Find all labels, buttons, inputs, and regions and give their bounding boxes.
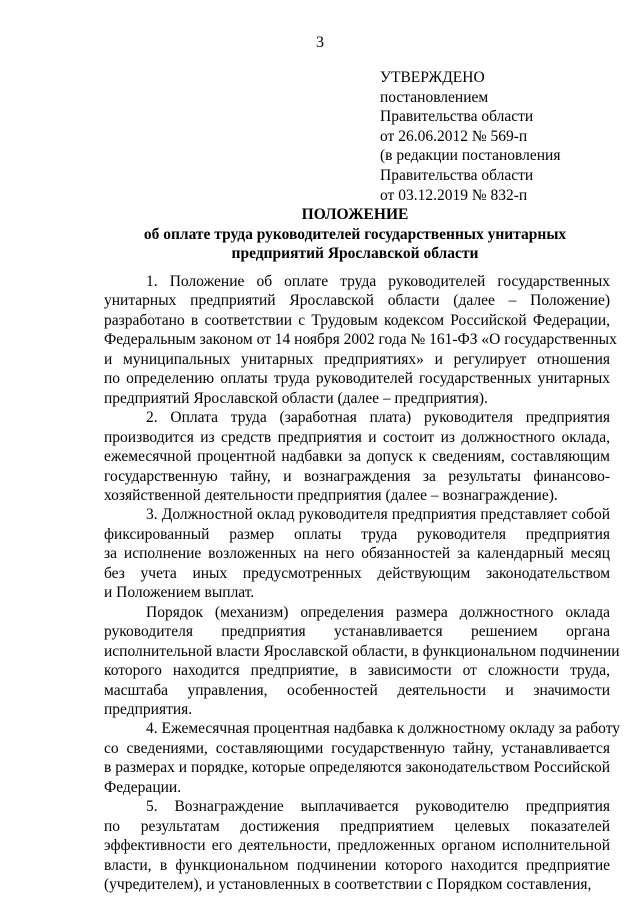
paragraph-line: хозяйственной деятельности предприятия (далее – вознаграждение).	[104, 486, 558, 504]
paragraph-line: (учредителем), и установленных в соответствии с Порядком составления,	[104, 876, 592, 894]
approval-line: Правительства области	[380, 166, 534, 184]
paragraph-line: Федеральным законом от 14 ноября 2002 года № 161-ФЗ «О государственных	[104, 331, 617, 349]
paragraph-line: руководителя предприятия устанавливается решением органа	[104, 623, 610, 641]
paragraph-line: по результатам достижения предприятием целевых показателей	[104, 817, 610, 835]
paragraph-line: предприятий Ярославской области (далее – предприятия).	[104, 389, 488, 407]
paragraph-line: 4. Ежемесячная процентная надбавка к должностному окладу за работу	[146, 720, 621, 738]
paragraph-line: и Положением выплат.	[104, 584, 255, 602]
paragraph-line: 3. Должностной оклад руководителя предприятия представляет собой	[146, 506, 610, 524]
paragraph-line: со сведениями, составляющими государственную тайну, устанавливается	[104, 739, 610, 757]
paragraph	[104, 272, 617, 408]
approval-line: от 26.06.2012 № 569-п	[380, 127, 528, 145]
paragraph	[104, 603, 620, 720]
paragraph-line: Порядок (механизм) определения размера должностного оклада	[146, 603, 610, 621]
paragraph-line: исполнительной власти Ярославской области, в функциональном подчинении	[104, 642, 620, 660]
paragraph-line: масштаба управления, особенностей деятельности и значимости	[104, 681, 610, 699]
paragraph-line: унитарных предприятий Ярославской области (далее – Положение)	[104, 292, 610, 310]
approval-line: (в редакции постановления	[380, 147, 561, 165]
paragraph-line: предприятия.	[104, 700, 193, 718]
title-line: предприятий Ярославской области	[231, 245, 479, 262]
paragraph-line: фиксированный размер оплаты труда руководителя предприятия	[104, 525, 610, 543]
paragraph-line: власти, в функциональном подчинении которого находится предприятие	[104, 856, 610, 874]
paragraph	[104, 797, 610, 894]
paragraph-line: эффективности его деятельности, предложенных органом исполнительной	[104, 837, 610, 855]
paragraph-line: государственную тайну, и вознаграждения за результаты финансово-	[104, 467, 610, 485]
paragraph-line: за исполнение возложенных на него обязанностей за календарный месяц	[104, 545, 610, 563]
approval-stamp	[380, 68, 560, 205]
paragraph-line: Федерации.	[104, 778, 182, 796]
title-line: ПОЛОЖЕНИЕ	[301, 206, 409, 223]
paragraph	[104, 505, 610, 602]
page-number: 3	[316, 34, 324, 51]
title-line: об оплате труда руководителей государственных унитарных	[143, 225, 567, 243]
approval-line: от 03.12.2019 № 832-п	[380, 186, 528, 204]
approval-line: постановлением	[380, 88, 489, 106]
paragraph-line: по определению оплаты труда руководителей государственных унитарных	[104, 370, 610, 388]
paragraph-line: ежемесячной процентной надбавки за допуск к сведениям, составляющим	[104, 448, 610, 466]
paragraph-line: которого находится предприятие, в зависимости от сложности труда,	[104, 662, 610, 680]
paragraph-line: 5. Вознаграждение выплачивается руководителю предприятия	[146, 798, 610, 816]
paragraph-line: производится из средств предприятия и состоит из должностного оклада,	[104, 428, 610, 446]
document-body	[104, 272, 621, 895]
paragraph	[104, 408, 610, 505]
paragraph-line: 2. Оплата труда (заработная плата) руководителя предприятия	[146, 409, 610, 427]
paragraph-line: без учета иных предусмотренных действующим законодательством	[104, 564, 610, 582]
paragraph-line: в размерах и порядке, которые определяются законодательством Российской	[104, 759, 610, 777]
paragraph	[104, 719, 621, 797]
paragraph-line: разработано в соответствии с Трудовым кодексом Российской Федерации,	[104, 311, 610, 329]
approval-line: Правительства области	[380, 108, 534, 126]
paragraph-line: 1. Положение об оплате труда руководителей государственных	[146, 273, 610, 290]
approval-line: УТВЕРЖДЕНО	[380, 69, 485, 86]
paragraph-line: и муниципальных унитарных предприятиях» и регулирует отношения	[104, 350, 610, 368]
document-title	[100, 205, 610, 264]
